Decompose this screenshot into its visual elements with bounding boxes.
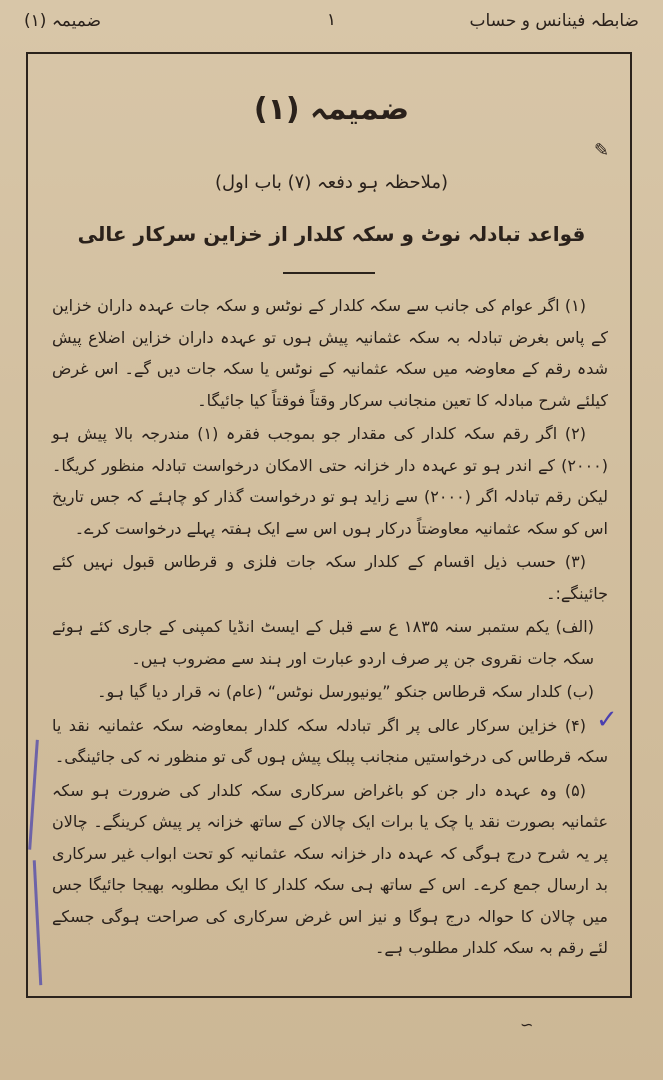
section-reference: (ملاحظہ ہو دفعہ (۷) باب اول) <box>214 172 449 193</box>
rule-paragraph: (۳) حسب ذیل اقسام کے کلدار سکہ جات فلزی و قرطاس قبول نہیں کئے جائینگے:۔ <box>52 552 608 603</box>
rules-body <box>52 290 608 966</box>
running-title: ضابطہ فینانس و حساب <box>469 11 639 31</box>
rule-sub-item: (ب) کلدار سکہ قرطاس جنکو ”یونیورسل نوٹس“ (عام) نہ قرار دیا گیا ہو۔ <box>97 682 594 701</box>
pencil-tick-icon: ✓ <box>596 705 618 735</box>
rules-title: قواعد تبادلہ نوٹ و سکہ کلدار از خزاین سرکار عالی <box>77 222 586 246</box>
page-number: ۱ <box>326 10 337 30</box>
ink-mark-icon: ✎ <box>594 140 610 161</box>
rule-sub-item: (الف) یکم ستمبر سنہ ۱۸۳۵ ع سے قبل کے ایسٹ انڈیا کمپنی کے جاری کئے ہوئے سکہ جات نقروی جن پر صرف اردو عبارت اور ہند سے مضروب ہیں۔ <box>52 617 594 668</box>
running-header <box>24 8 639 38</box>
rule-paragraph: (۴) خزاین سرکار عالی پر اگر تبادلہ سکہ کلدار بمعاوضہ سکہ عثمانیہ نقد یا سکہ قرطاس کی درخواستیں منجانب پبلک پیش ہوں گی تو منظور نہ کی جائینگی۔ <box>52 715 608 766</box>
rule-paragraph: (۱) اگر عوام کی جانب سے سکہ کلدار کے نوٹس و سکہ جات عہدہ داران خزاین کے پاس بغرض تبادلہ بہ سکہ عثمانیہ پیش ہوں تو عہدہ داران خزاین اضلاع پیش شدہ رقم کے معاوضہ میں سکہ عثمانیہ کے نوٹس یا سکہ جات دیں گے۔ اس غرض کیلئے شرح مبادلہ کا تعین منجانب سرکار وقتاً فوقتاً کیا جائیگا۔ <box>52 296 608 410</box>
annex-heading: ضمیمہ (۱) <box>253 92 410 127</box>
title-divider <box>283 272 375 274</box>
annex-label: ضمیمہ (۱) <box>24 11 101 31</box>
rule-paragraph: (۵) وہ عہدہ دار جن کو باغراض سرکاری سکہ کلدار کی ضرورت ہو سکہ عثمانیہ بصورت نقد یا چک یا برات ایک چالان کے ساتھ خزانہ پر پیش کرینگے۔ چالان پر یہ شرح درج ہوگی کہ عہدہ دار خزانہ سکہ عثمانیہ کو تحت ابواب غیر سرکاری بد ارسال جمع کرے۔ اس کے ساتھ ہی سکہ کلدار کا ایک مطلوبہ بھیجا جائیگا جس میں چالان کا حوالہ درج ہوگا و نیز اس غرض سرکاری کی صراحت ہوگی جسکے لئے رقم بہ سکہ کلدار مطلوب ہے۔ <box>52 780 608 957</box>
smudge-mark: ∽ <box>520 1015 534 1034</box>
rule-paragraph: (۲) اگر رقم سکہ کلدار کی مقدار جو بموجب فقرہ (۱) مندرجہ بالا پیش ہو (۲۰۰۰) کے اندر ہو تو عہدہ دار خزانہ حتی الامکان درخواست تبادلہ منظور کریگا۔ لیکن رقم تبادلہ اگر (۲۰۰۰) سے زاید ہو تو درخواست گذار کو چاہئے کہ جس تاریخ اس کو سکہ عثمانیہ معاوضتاً درکار ہوں اس سے ایک ہفتہ پہلے درخواست کرے۔ <box>52 424 609 538</box>
